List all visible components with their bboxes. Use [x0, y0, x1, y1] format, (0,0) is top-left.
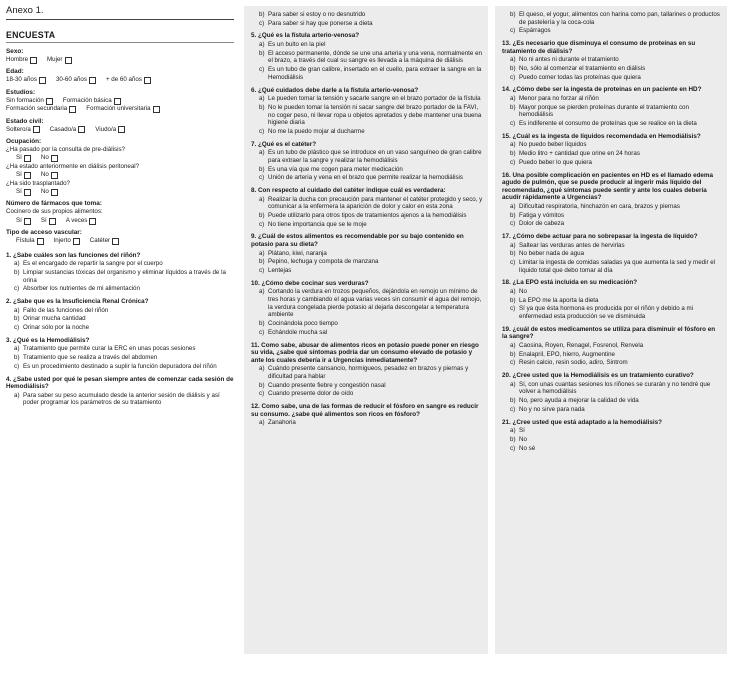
estudios-option[interactable]: Formación universitaria — [86, 105, 159, 113]
answer-letter: a) — [259, 149, 265, 157]
answer-text: Menor para no forzar al riñón — [519, 95, 599, 102]
answer-text: Cortando la verdura en trozos pequeños, dejándola en remojo un mínimo de tres horas y cambiando el agua varias veces sin consumir el agua del remojo, la verdura congelada pierde potasio al dejarla descongelar a temperatura ambiente — [268, 288, 482, 319]
answer-letter: b) — [510, 397, 516, 405]
answer-option[interactable] — [502, 342, 722, 350]
question-block — [502, 40, 722, 81]
question-text: 9. ¿Cuál de estos alimentos es recomendable por su bajo contenido en potasio para su dieta? — [251, 233, 464, 249]
answer-letter: b) — [259, 381, 265, 389]
question-text: 18. ¿La EPO está incluida en su medicación? — [502, 279, 638, 287]
answer-text: No, sólo al comenzar el tratamiento en diálisis — [519, 65, 646, 72]
answer-option[interactable] — [251, 50, 483, 65]
prediálisis-option[interactable]: Sí — [16, 154, 31, 162]
answer-letter: c) — [259, 267, 265, 275]
answer-option[interactable] — [6, 307, 234, 315]
question-text: 10. ¿Cómo debe cocinar sus verduras? — [251, 279, 369, 287]
answer-text: No me la puedo mojar al ducharme — [268, 127, 365, 135]
answer-text: Dificultad respiratoria, hinchazón en cara, brazos y piernas — [519, 202, 680, 210]
answer-letter: a) — [259, 195, 265, 203]
trasplantado-option[interactable]: No — [41, 188, 58, 196]
answer-text: Es un tubo de gran calibre, insertado en el cuello, para extraer la sangre en la Hemodiálisis — [268, 66, 482, 81]
checkbox[interactable] — [112, 238, 119, 245]
answer-text: No le pueden tomar la tensión ni sacar sangre del brazo portador de la FAVI, no coger peso, ni llevar ropa u objetos apretados y debe mantener una buena higiene diaria — [268, 103, 482, 127]
column-3 — [495, 6, 727, 654]
answer-text: Le pueden tomar la tensión y sacarle sangre en el brazo portador de la fístula — [268, 95, 481, 103]
answer-option[interactable] — [502, 203, 722, 211]
answer-option[interactable] — [502, 11, 722, 26]
answer-option[interactable] — [502, 359, 722, 367]
answer-letter: a) — [510, 427, 516, 435]
answer-letter: a) — [259, 365, 265, 373]
answer-letter: b) — [510, 435, 516, 443]
answer-letter: a) — [510, 141, 516, 149]
answer-text: El queso, el yogur, alimentos con harina como pan, tallarines o productos de pastelería y la coca-cola — [519, 11, 720, 26]
answer-letter: c) — [510, 120, 516, 128]
question-block — [251, 187, 483, 228]
answer-option[interactable] — [502, 65, 722, 73]
answer-text: Es un tubo de plástico que se introduce en un vaso sanguíneo de gran calibre para extraer la sangre y realizar la hemodiálisis — [268, 149, 482, 164]
answer-text: No y no sirve para nada — [519, 405, 585, 413]
answer-option[interactable] — [502, 297, 722, 305]
question-block — [502, 233, 722, 274]
answer-option[interactable] — [251, 11, 483, 19]
answer-letter: c) — [510, 158, 516, 166]
answer-option[interactable] — [6, 392, 234, 407]
answer-option[interactable] — [502, 159, 722, 167]
answer-option[interactable] — [251, 196, 483, 211]
answer-option[interactable] — [251, 258, 483, 266]
answer-text: No ni antes ni durante el tratamiento — [519, 56, 619, 64]
answer-letter: c) — [510, 73, 516, 81]
checkbox[interactable] — [118, 126, 125, 133]
answer-option[interactable] — [502, 120, 722, 128]
answer-text: Pepino, lechuga y compota de manzana — [268, 258, 379, 266]
question-block — [6, 337, 234, 371]
answer-text: Es un procedimiento destinado a suplir la función depuradora del riñón — [23, 362, 217, 370]
answer-text: No beber nada de agua — [519, 250, 585, 258]
answer-text: No tiene importancia que se le moje — [268, 220, 367, 228]
sexo-option[interactable]: Hombre — [6, 56, 37, 64]
answer-option[interactable] — [6, 285, 234, 293]
checkbox[interactable] — [51, 189, 58, 196]
answer-text: Realizar la ducha con precaución para mantener el catéter protegido y seco, y comunicar a la enfermera la aparición de dolor y calor en esta zona — [268, 195, 483, 211]
answer-option[interactable] — [502, 56, 722, 64]
answer-option[interactable] — [251, 419, 483, 427]
answer-text: Puede utilizarlo para otros tipos de tratamientos ajenos a la hemodiálisis — [268, 212, 467, 220]
answer-letter: a) — [14, 345, 20, 353]
answer-letter: c) — [259, 174, 265, 182]
question-text: 3. ¿Qué es la Hemodiálisis? — [6, 336, 90, 344]
answer-text: No sé — [519, 444, 536, 452]
checkbox[interactable] — [65, 57, 72, 64]
checkbox[interactable] — [89, 77, 96, 84]
survey-title: ENCUESTA — [6, 30, 234, 43]
answer-letter: c) — [259, 328, 265, 336]
answer-text: Orinar sólo por la noche — [23, 324, 90, 332]
answer-letter: b) — [259, 103, 265, 111]
answer-letter: c) — [510, 444, 516, 452]
answer-letter: c) — [14, 285, 20, 293]
answer-letter: a) — [14, 306, 20, 314]
question-text: 16. Una posible complicación en pacientes en HD es el llamado edema agudo de pulmón, que se puede producir al ingerir más líquido del recomendado, ¿qué síntomas puede sentir y ante los cuales debería acudir rápidamente a Urgencias? — [502, 171, 714, 202]
answer-letter: b) — [259, 49, 265, 57]
answer-text: No puedo beber líquidos — [519, 141, 587, 149]
answer-letter: c) — [510, 259, 516, 266]
answer-text: Para saber si estoy o no desnutrido — [268, 11, 366, 18]
estudios-option[interactable]: Formación secundaria — [6, 105, 76, 113]
answer-option[interactable] — [502, 259, 722, 274]
answer-option[interactable] — [251, 250, 483, 258]
answer-text: Enalapril, EPO, hierro, Augmentine — [519, 350, 615, 358]
question-block — [502, 326, 722, 367]
answer-option[interactable] — [502, 150, 722, 158]
checkbox[interactable] — [73, 238, 80, 245]
edad-label: Edad: — [6, 68, 24, 76]
answer-text: Fallo de las funciones del riñón — [23, 306, 109, 314]
acceso-option[interactable]: Catéter — [90, 237, 119, 245]
question-block — [502, 86, 722, 127]
answer-text: Unión de arteria y vena en el brazo que permite realizar la hemodiálisis — [268, 174, 464, 182]
checkbox[interactable] — [144, 77, 151, 84]
answer-option[interactable] — [251, 41, 483, 49]
answer-text: Dolor de cabeza — [519, 220, 565, 228]
answer-letter: a) — [510, 56, 516, 64]
answer-option[interactable] — [502, 288, 722, 296]
answer-option[interactable] — [251, 20, 483, 28]
edad-option[interactable]: 18-30 años — [6, 76, 46, 84]
checkbox[interactable] — [39, 77, 46, 84]
answer-option[interactable] — [502, 141, 722, 149]
answer-option[interactable] — [251, 149, 483, 164]
estudios-option[interactable]: Formación básica — [63, 97, 121, 105]
answer-text: Para saber su peso acumulado desde la anterior sesión de diálisis y así poder programar los parámetros de su tratamiento — [23, 391, 220, 407]
answer-text: El acceso permanente, dónde se une una arteria y una vena, normalmente en el brazo, a través del cual su sangre es llevada a la máquina de diálisis — [268, 49, 482, 65]
answer-letter: a) — [510, 241, 516, 249]
answer-option[interactable] — [251, 174, 483, 182]
answer-letter: b) — [14, 268, 20, 276]
question-text: 19. ¿cuál de estos medicamentos se utiliza para disminuir el fósforo en la sangre? — [502, 325, 716, 341]
answer-text: Para saber si hay que ponerse a dieta — [268, 19, 373, 27]
cocinero-option[interactable]: Sí — [16, 217, 31, 225]
checkbox[interactable] — [46, 98, 53, 105]
answer-text: Tratamiento que permite curar la ERC en unas pocas sesiones — [23, 345, 196, 353]
answer-text: Sí, con unas cuantas sesiones los riñones se curarán y no tendré que volver a hemodiálisis — [519, 380, 711, 396]
question-text: 21. ¿Cree usted que está adaptado a la hemodiálisis? — [502, 418, 662, 426]
question-text: 1. ¿Sabe cuáles son las funciones del riñón? — [6, 251, 141, 259]
question-text: 13. ¿Es necesario que disminuya el consumo de proteínas en su tratamiento de diálisis? — [502, 40, 696, 55]
question-text: 14. ¿Cómo debe ser la ingesta de proteínas en un paciente en HD? — [502, 86, 702, 94]
answer-letter: a) — [510, 380, 516, 388]
question-text: 20. ¿Cree usted que la Hemodiálisis es un tratamiento curativo? — [502, 372, 694, 380]
checkbox[interactable] — [37, 238, 44, 245]
answer-letter: a) — [14, 391, 20, 399]
answer-letter: b) — [510, 65, 516, 72]
answer-option[interactable] — [6, 345, 234, 353]
answer-option[interactable] — [251, 288, 483, 319]
checkbox[interactable] — [49, 218, 56, 225]
answer-text: No — [519, 288, 527, 295]
answer-text: Cuando presente fiebre y congestión nasal — [268, 381, 386, 389]
answer-option[interactable] — [502, 381, 722, 396]
answer-text: Cocinándola poco tiempo — [268, 320, 338, 328]
question-text: 17. ¿Cómo debe actuar para no sobrepasar la ingesta de líquido? — [502, 233, 698, 240]
answer-text: Puedo beber lo que quiera — [519, 158, 592, 166]
cocinero-option[interactable]: Sí — [41, 217, 56, 225]
answer-letter: b) — [510, 296, 516, 304]
question-block — [251, 280, 483, 337]
answer-option[interactable] — [251, 128, 483, 136]
answer-letter: b) — [14, 315, 20, 323]
answer-text: Echándole mucha sal — [268, 328, 328, 336]
question-block — [502, 172, 722, 228]
question-text: 6. ¿Qué cuidados debe darle a la fístula arterio-venosa? — [251, 86, 419, 94]
answer-option[interactable] — [502, 406, 722, 414]
checkbox[interactable] — [51, 172, 58, 179]
answer-letter: a) — [259, 41, 265, 48]
answer-letter: c) — [14, 362, 20, 370]
question-text: 5. ¿Qué es la fístula arterio-venosa? — [251, 32, 360, 40]
acceso-label: Tipo de acceso vascular: — [6, 229, 82, 237]
answer-letter: b) — [510, 103, 516, 111]
checkbox[interactable] — [69, 106, 76, 113]
answer-text: No, pero ayuda a mejorar la calidad de vida — [519, 397, 639, 405]
answer-option[interactable] — [251, 267, 483, 275]
answer-letter: a) — [259, 288, 265, 296]
answer-option[interactable] — [502, 74, 722, 82]
answer-text: Es un bulto en la piel — [268, 41, 326, 48]
acceso-option[interactable]: Fístula — [16, 237, 44, 245]
answer-letter: a) — [510, 202, 516, 210]
column-1 — [0, 0, 240, 407]
answer-option[interactable] — [502, 220, 722, 228]
trasplantado-option[interactable]: Sí — [16, 188, 31, 196]
question-text: 11. Como sabe, abusar de alimentos ricos en potasio puede poner en riesgo su vida, ¿sabe qué síntomas podría dar un consumo elevado de potasio y ante los cuales debería ir a Urgencias inmediatamente? — [251, 341, 479, 364]
answer-letter: c) — [259, 390, 265, 398]
answer-letter: b) — [510, 250, 516, 258]
edad-option[interactable]: 30-60 años — [56, 76, 96, 84]
answer-option[interactable] — [251, 320, 483, 328]
answer-option[interactable] — [502, 397, 722, 405]
checkbox[interactable] — [89, 218, 96, 225]
question-block — [6, 298, 234, 332]
annex-title: Anexo 1. — [6, 0, 234, 20]
question-text: 4. ¿Sabe usted por qué le pesan siempre antes de comenzar cada sesión de Hemodiálisis? — [6, 375, 234, 391]
answer-option[interactable] — [6, 260, 234, 268]
question-block — [6, 252, 234, 293]
answer-option[interactable] — [6, 354, 234, 362]
question-block — [251, 403, 483, 427]
civil-option[interactable]: Soltero/a — [6, 126, 40, 134]
answer-text: Es una vía que me cogen para meter medicación — [268, 165, 403, 173]
answer-text: Sí — [519, 427, 525, 435]
answer-option[interactable] — [502, 445, 722, 453]
prediálisis-option[interactable]: No — [41, 154, 58, 162]
question-block — [251, 32, 483, 81]
answer-option[interactable] — [251, 390, 483, 398]
answer-text: Orinar mucha cantidad — [23, 315, 86, 323]
answer-text: Es indiferente el consumo de proteínas que se realice en la dieta — [519, 120, 697, 128]
answer-letter: a) — [510, 342, 516, 349]
answer-option[interactable] — [251, 66, 483, 81]
answer-option[interactable] — [251, 329, 483, 337]
question-text: 8. Con respecto al cuidado del catéter indique cuál es verdadera: — [251, 187, 446, 195]
question-text: 15. ¿Cuál es la ingesta de líquidos recomendada en Hemodiálisis? — [502, 132, 701, 140]
cocinero-label: Cocinero de sus propios alimentos: — [6, 208, 103, 216]
answer-letter: c) — [510, 405, 516, 413]
answer-option[interactable] — [6, 324, 234, 332]
answer-letter: b) — [259, 165, 265, 173]
answer-text: Limpiar sustancias tóxicas del organismo y eliminar líquidos a través de la orina — [23, 268, 226, 284]
question-block — [251, 141, 483, 182]
checkbox[interactable] — [153, 106, 160, 113]
edad-option[interactable]: + de 60 años — [106, 76, 151, 84]
checkbox[interactable] — [30, 57, 37, 64]
answer-option[interactable] — [502, 27, 722, 35]
answer-option[interactable] — [6, 269, 234, 284]
answer-option[interactable] — [502, 212, 722, 220]
answer-letter: c) — [510, 305, 516, 313]
answer-letter: b) — [259, 258, 265, 266]
question-block — [251, 342, 483, 399]
peritoneal-option[interactable]: Sí — [16, 171, 31, 179]
answer-letter: b) — [259, 212, 265, 220]
question-block — [251, 233, 483, 274]
prediálisis-label: ¿Ha pasado por la consulta de pre-diálisis? — [6, 146, 126, 154]
answer-text: Fatiga y vómitos — [519, 211, 565, 219]
question-block — [251, 87, 483, 136]
answer-letter: a) — [14, 260, 20, 268]
trasplantado-label: ¿Ha sido trasplantado? — [6, 179, 70, 187]
checkbox[interactable] — [51, 155, 58, 162]
cocinero-option[interactable]: A veces — [66, 217, 97, 225]
answer-option[interactable] — [502, 351, 722, 359]
answer-option[interactable] — [6, 315, 234, 323]
answer-option[interactable] — [502, 250, 722, 258]
answer-text: Absorber los nutrientes de mi alimentación — [23, 285, 140, 293]
answer-letter: a) — [510, 288, 516, 295]
civil-label: Estado civil: — [6, 117, 44, 125]
answer-option[interactable] — [251, 221, 483, 229]
question-block — [502, 372, 722, 413]
checkbox[interactable] — [114, 98, 121, 105]
answer-letter: a) — [259, 419, 265, 427]
answer-option[interactable] — [251, 382, 483, 390]
farmacos-label: Número de fármacos que toma: — [6, 200, 102, 208]
question-block — [6, 376, 234, 408]
answer-letter: c) — [510, 220, 516, 228]
answer-letter: b) — [510, 350, 516, 358]
column-2 — [244, 6, 488, 654]
answer-option[interactable] — [502, 242, 722, 250]
question-text: 2. ¿Sabe que es la Insuficiencia Renal Crónica? — [6, 298, 149, 306]
answer-letter: c) — [259, 220, 265, 228]
answer-text: Es el encargado de repartir la sangre por el cuerpo — [23, 260, 163, 268]
civil-option[interactable]: Viudo/a — [95, 126, 125, 134]
answer-text: No — [519, 435, 527, 443]
answer-letter: c) — [259, 127, 265, 135]
answer-option[interactable] — [502, 104, 722, 119]
question-text: 7. ¿Qué es el catéter? — [251, 140, 317, 148]
civil-option[interactable]: Casado/a — [50, 126, 86, 134]
peritoneal-label: ¿Ha estado anteriormente en diálisis peritoneal? — [6, 162, 140, 170]
answer-letter: c) — [510, 27, 516, 35]
answer-option[interactable] — [251, 95, 483, 103]
answer-option[interactable] — [502, 436, 722, 444]
checkbox[interactable] — [33, 126, 40, 133]
answer-text: Mayor porque se pierden proteínas durante el tratamiento con hemodiálisis — [519, 103, 689, 119]
answer-text: Tratamiento que se realiza a través del abdomen — [23, 354, 158, 362]
answer-text: Resin calcio, resin sodio, adiro, Sintrom — [519, 359, 628, 367]
checkbox[interactable] — [24, 172, 31, 179]
peritoneal-option[interactable]: No — [41, 171, 58, 179]
answer-letter: b) — [259, 320, 265, 328]
answer-text: Saltear las verduras antes de hervirlas — [519, 241, 625, 249]
checkbox[interactable] — [78, 126, 85, 133]
answer-text: Cuándo presente cansancio, hormigueos, pesadez en brazos y piernas y dificultad para hablar — [268, 365, 469, 381]
answer-text: La EPO me la aporta la dieta — [519, 296, 599, 304]
question-text: 12. Como sabe, una de las formas de reducir el fósforo en sangre es reducir su consumo. ¿sabe qué alimentos son ricos en fósforo? — [251, 403, 479, 418]
answer-text: Plátano, kiwi, naranja — [268, 249, 327, 257]
answer-option[interactable] — [251, 104, 483, 127]
sexo-option[interactable]: Mujer — [47, 56, 71, 64]
answer-letter: c) — [14, 324, 20, 332]
answer-letter: c) — [259, 66, 265, 74]
answer-letter: c) — [510, 359, 516, 367]
answer-text: Caosina, Royen, Renagel, Fosrenol, Renvela — [519, 342, 644, 349]
sexo-label: Sexo: — [6, 48, 24, 55]
answer-option[interactable] — [6, 363, 234, 371]
answer-option[interactable] — [251, 212, 483, 220]
estudios-label: Estudios: — [6, 88, 36, 96]
answer-letter: a) — [510, 95, 516, 102]
answer-option[interactable] — [251, 166, 483, 174]
checkbox[interactable] — [24, 218, 31, 225]
answer-letter: b) — [14, 354, 20, 362]
question-block — [502, 133, 722, 167]
answer-letter: a) — [259, 249, 265, 257]
answer-option[interactable] — [502, 305, 722, 320]
estudios-option[interactable]: Sin formación — [6, 97, 53, 105]
answer-option[interactable] — [251, 365, 483, 380]
answer-text: Puedo comer todas las proteínas que quiera — [519, 73, 641, 81]
answer-letter: b) — [510, 11, 516, 18]
answer-letter: b) — [259, 11, 265, 18]
answer-letter: c) — [259, 19, 265, 27]
answer-text: Espárragos — [519, 27, 551, 35]
ocupacion-label: Ocupación: — [6, 138, 42, 146]
checkbox[interactable] — [24, 155, 31, 162]
question-block — [502, 279, 722, 320]
answer-option[interactable] — [502, 95, 722, 103]
answer-option[interactable] — [502, 427, 722, 435]
answer-text: Sí ya que ésta hormona es producida por el riñón y debido a mi enfermedad esta producción se ve disminuida — [519, 305, 694, 321]
answer-text: Lentejas — [268, 267, 292, 275]
checkbox[interactable] — [24, 189, 31, 196]
answer-text: Medio litro + cantidad que orine en 24 horas — [519, 150, 640, 158]
question-block — [502, 419, 722, 453]
acceso-option[interactable]: Injerto — [54, 237, 80, 245]
answer-text: Cuando presente dolor de oído — [268, 390, 354, 398]
answer-text: Limitar la ingesta de comidas saladas ya que aumenta la sed y medir el líquido total que debo tomar al día — [519, 259, 716, 274]
answer-letter: b) — [510, 211, 516, 219]
answer-letter: a) — [259, 95, 265, 103]
answer-letter: b) — [510, 150, 516, 158]
answer-text: Zanahoria — [268, 419, 296, 427]
